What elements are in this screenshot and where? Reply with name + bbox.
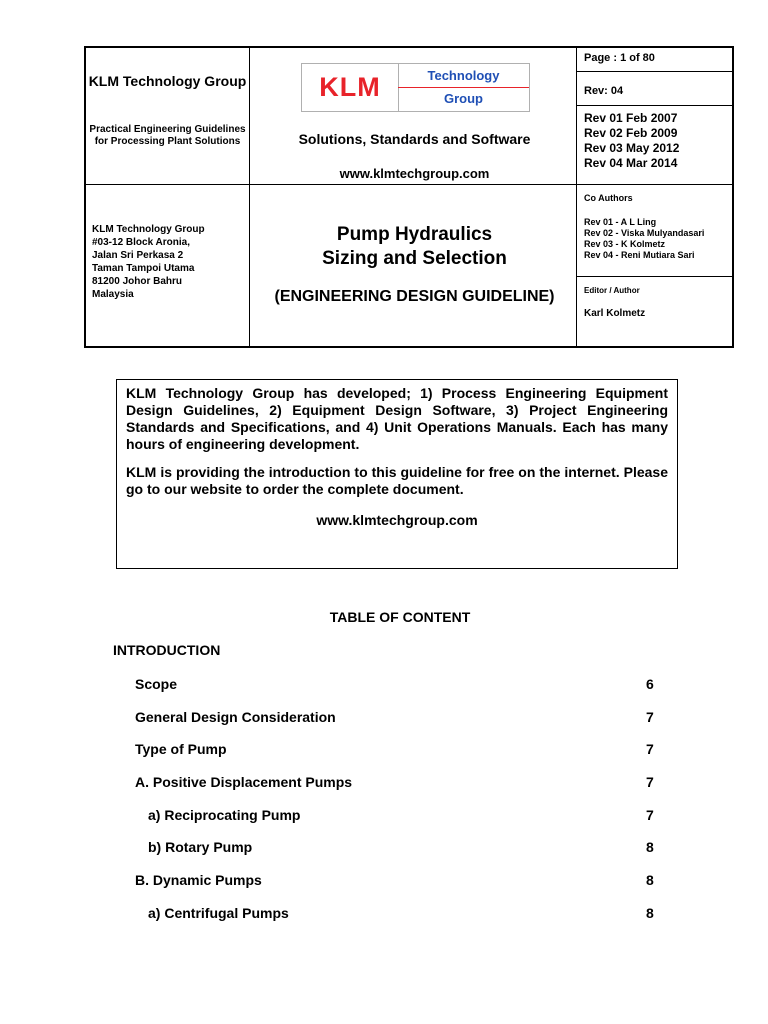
address-line: 81200 Johor Bahru (92, 276, 183, 287)
co-authors-label: Co Authors (584, 193, 633, 203)
intro-paragraph: KLM is providing the introduction to this guideline for free on the internet. Please go to our website to order the complete document. (126, 464, 668, 497)
website-link[interactable]: www.klmtechgroup.com (339, 166, 490, 181)
editor-label: Editor / Author (584, 286, 640, 295)
revision-entry: Rev 03 May 2012 (584, 141, 680, 155)
toc-entry[interactable] (0, 676, 768, 696)
intro-notice-box (116, 379, 678, 569)
cell-divider (576, 105, 732, 106)
website-link[interactable]: www.klmtechgroup.com (316, 512, 478, 528)
logo-divider (398, 87, 529, 88)
address-line: #03-12 Block Aronia, (92, 237, 191, 248)
company-slogan: Solutions, Standards and Software (298, 131, 531, 147)
revision-entry: Rev 01 Feb 2007 (584, 111, 678, 125)
revision-entry: Rev 04 Mar 2014 (584, 156, 678, 170)
logo-group-text: Group (444, 91, 483, 106)
intro-paragraph: KLM Technology Group has developed; 1) Process Engineering Equipment Design Guidelines, 2) Equipment Design Software, 3) Project Engineering Standards and Specifications, and 4) Unit Operations Manuals. Each has many hours of engineering development. (126, 385, 668, 452)
revision-history (584, 111, 679, 171)
editor-name: Karl Kolmetz (584, 308, 646, 319)
co-author-entry: Rev 01 - A L Ling (584, 217, 657, 227)
toc-entry-label: a) Centrifugal Pumps (148, 905, 289, 921)
cell-divider (576, 276, 732, 277)
toc-entry[interactable] (0, 839, 768, 859)
toc-entry-page: 8 (646, 905, 654, 921)
revision-number: Rev: 04 (584, 85, 624, 97)
toc-entry-page: 8 (646, 839, 654, 855)
logo-klm-text: KLM (319, 72, 381, 102)
toc-entry-page: 7 (646, 807, 654, 823)
toc-entry[interactable] (0, 709, 768, 729)
toc-entry[interactable] (0, 872, 768, 892)
klm-logo (301, 63, 530, 112)
company-tagline: Practical Engineering Guidelines for Processing Plant Solutions (89, 124, 246, 147)
toc-entry-label: a) Reciprocating Pump (148, 807, 301, 823)
toc-entry-page: 7 (646, 774, 654, 790)
toc-entry-page: 8 (646, 872, 654, 888)
toc-entry[interactable] (0, 807, 768, 827)
toc-entry-page: 6 (646, 676, 654, 692)
address-line: KLM Technology Group (92, 224, 205, 235)
co-author-entry: Rev 02 - Viska Mulyandasari (584, 228, 705, 238)
document-header-table (84, 46, 734, 348)
toc-title: TABLE OF CONTENT (329, 609, 471, 625)
revision-entry: Rev 02 Feb 2009 (584, 126, 678, 140)
toc-entry-label: Scope (135, 676, 178, 692)
address-line: Malaysia (92, 289, 134, 300)
guideline-type: (ENGINEERING DESIGN GUIDELINE) (274, 288, 555, 305)
company-address (92, 223, 247, 301)
title-line: Sizing and Selection (322, 248, 507, 269)
column-divider (249, 48, 250, 346)
address-line: Taman Tampoi Utama (92, 263, 195, 274)
toc-entry[interactable] (0, 905, 768, 925)
title-line: Pump Hydraulics (336, 224, 493, 245)
toc-entry-label: B. Dynamic Pumps (135, 872, 262, 888)
toc-entry-label: Type of Pump (135, 741, 227, 757)
toc-entry-label: General Design Consideration (135, 709, 336, 725)
page-number: Page : 1 of 80 (584, 52, 655, 64)
toc-entry-page: 7 (646, 709, 654, 725)
address-line: Jalan Sri Perkasa 2 (92, 250, 184, 261)
toc-entry[interactable] (0, 774, 768, 794)
company-name: KLM Technology Group (88, 73, 247, 89)
toc-entry-label: b) Rotary Pump (148, 839, 253, 855)
row-divider (86, 184, 732, 185)
co-author-entry: Rev 03 - K Kolmetz (584, 239, 666, 249)
cell-divider (576, 71, 732, 72)
logo-technology-text: Technology (427, 68, 500, 83)
toc-entry-page: 7 (646, 741, 654, 757)
toc-entry-label: A. Positive Displacement Pumps (135, 774, 353, 790)
document-title (251, 223, 578, 271)
co-author-entry: Rev 04 - Reni Mutiara Sari (584, 250, 695, 260)
co-authors-list (584, 217, 704, 261)
toc-entry[interactable] (0, 741, 768, 761)
toc-section-heading: INTRODUCTION (113, 642, 221, 658)
